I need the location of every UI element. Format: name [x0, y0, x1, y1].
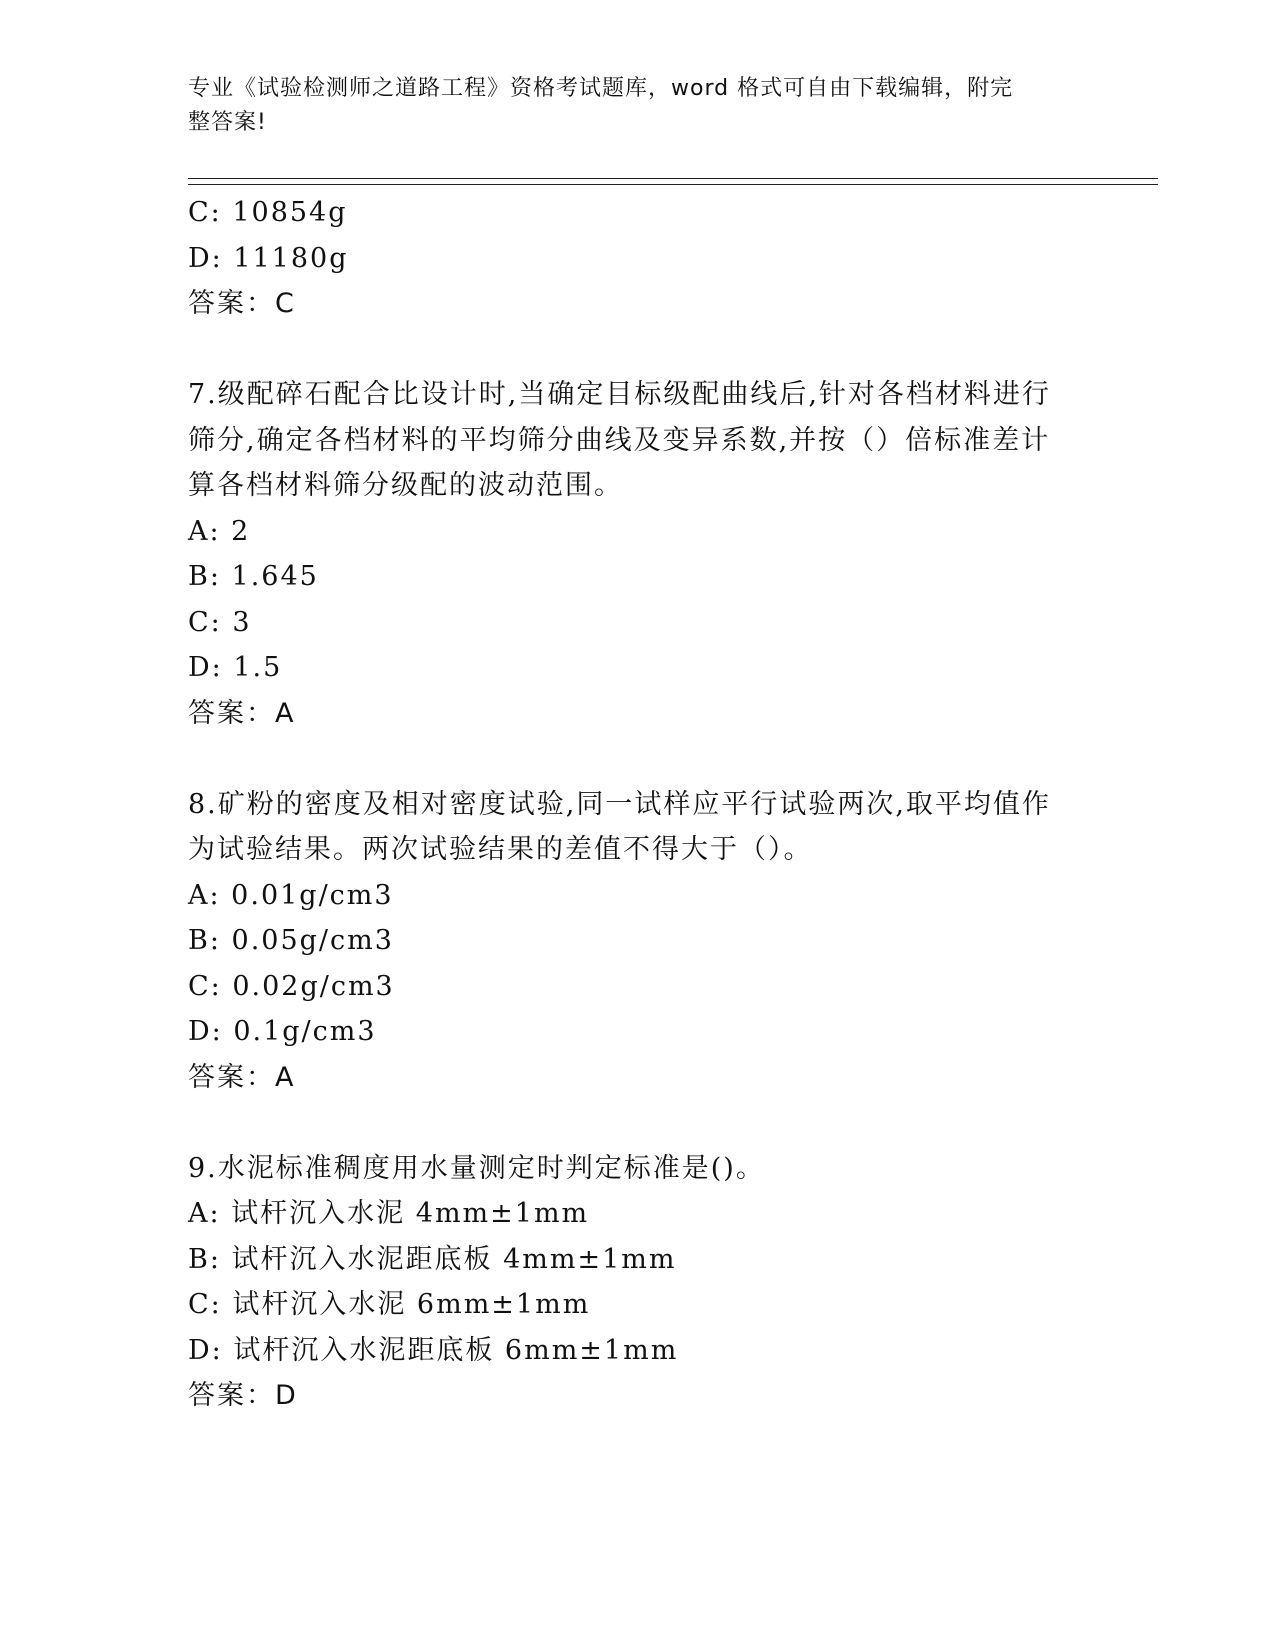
question-text-line: 算各档材料筛分级配的波动范围。 — [188, 470, 623, 501]
header-line-1: 专业《试验检测师之道路工程》资格考试题库，word 格式可自由下载编辑，附完 — [188, 76, 1014, 101]
option-a: A: 2 — [188, 515, 251, 547]
answer: 答案：A — [188, 1061, 296, 1093]
document-header — [188, 72, 1068, 140]
question-7 — [188, 372, 1088, 736]
header-divider-bottom — [188, 184, 1158, 185]
option-b: B: 1.645 — [188, 561, 319, 592]
question-text-line: 9.水泥标准稠度用水量测定时判定标准是()。 — [188, 1152, 765, 1184]
option-a: A: 0.01g/cm3 — [188, 879, 394, 911]
option-c: C: 3 — [188, 606, 252, 638]
answer: 答案：A — [188, 697, 296, 729]
option-b: B: 0.05g/cm3 — [188, 925, 394, 956]
question-8 — [188, 782, 1088, 1101]
question-list — [188, 190, 1088, 1419]
spacer — [188, 736, 1088, 782]
question-text-line: 为试验结果。两次试验结果的差值不得大于（）。 — [188, 834, 813, 865]
question-text-line: 8.矿粉的密度及相对密度试验,同一试样应平行试验两次,取平均值作 — [188, 788, 1051, 820]
answer: 答案：C — [188, 288, 296, 319]
option-d: D: 0.1g/cm3 — [188, 1016, 377, 1047]
option-d: D: 试杆沉入水泥距底板 6mm±1mm — [188, 1334, 679, 1366]
question-text-line: 筛分,确定各档材料的平均筛分曲线及变异系数,并按（）倍标准差计 — [188, 424, 1051, 456]
header-line-2: 整答案! — [188, 110, 267, 135]
option-d: D: 11180g — [188, 242, 349, 274]
option-a: A: 试杆沉入水泥 4mm±1mm — [188, 1198, 590, 1229]
question-9 — [188, 1146, 1088, 1419]
spacer — [188, 1100, 1088, 1146]
option-c: C: 10854g — [188, 197, 348, 228]
option-b: B: 试杆沉入水泥距底板 4mm±1mm — [188, 1243, 677, 1275]
spacer — [188, 327, 1088, 373]
question-text-line: 7.级配碎石配合比设计时,当确定目标级配曲线后,针对各档材料进行 — [188, 379, 1051, 410]
header-divider-top — [188, 178, 1158, 179]
question-6-tail — [188, 190, 1088, 327]
option-d: D: 1.5 — [188, 652, 283, 683]
option-c: C: 试杆沉入水泥 6mm±1mm — [188, 1289, 591, 1320]
answer: 答案：D — [188, 1380, 298, 1411]
option-c: C: 0.02g/cm3 — [188, 970, 395, 1002]
